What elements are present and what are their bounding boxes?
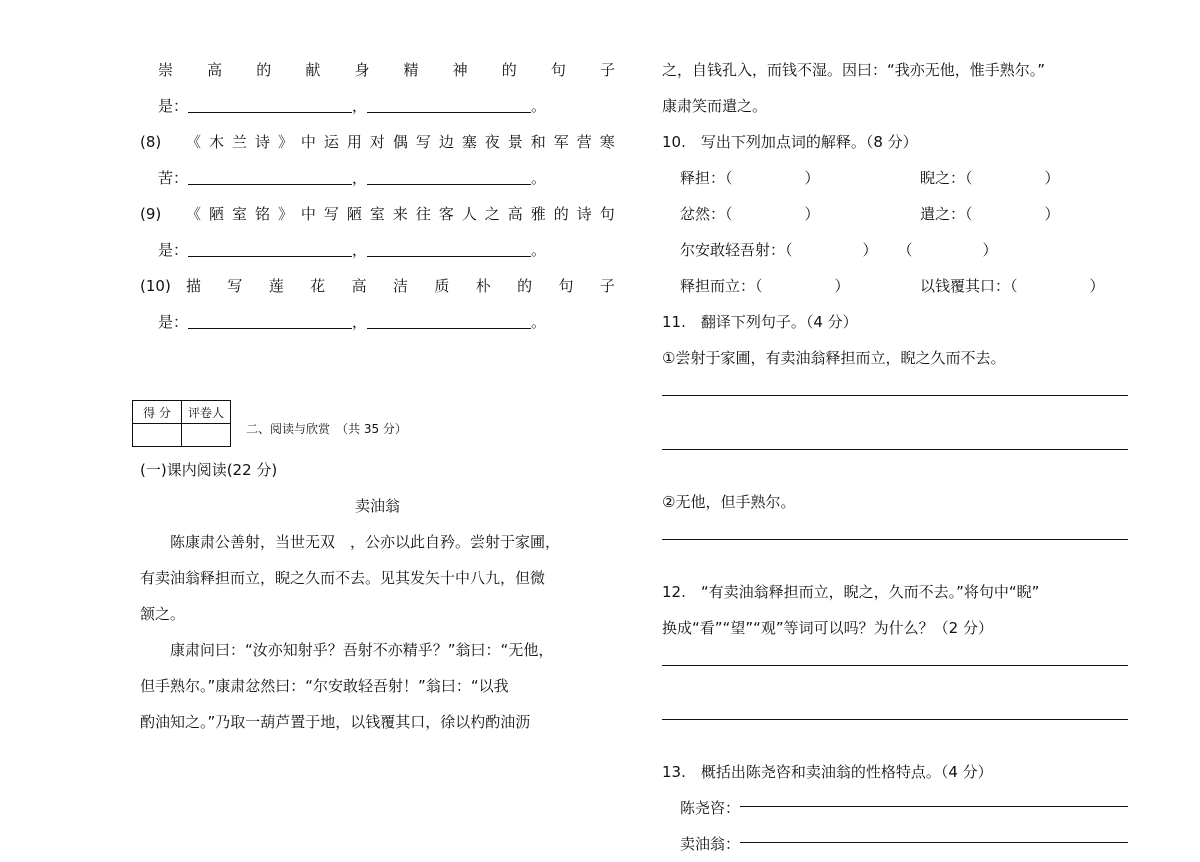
answer-rule[interactable] (662, 448, 1128, 484)
passage-title: 卖油翁 (354, 497, 400, 515)
question-char: 对 (369, 133, 385, 151)
passage-line: 有卖油翁释担而立，睨之久而不去。见其发矢十中八九，但微 (140, 569, 546, 587)
answer-blank[interactable] (188, 240, 352, 257)
question-char: 写 (323, 205, 339, 223)
question-char: 《 (186, 133, 202, 151)
q11-sentence-1: ①尝射于家圃，有卖油翁释担而立，睨之久而不去。 (662, 349, 1006, 367)
question-char: 句 (599, 205, 615, 223)
q13-answer-a: 陈尧咨： (662, 790, 1128, 826)
question-char: 寒 (599, 133, 615, 151)
question-char: 用 (346, 133, 362, 151)
answer-blank[interactable] (740, 826, 1128, 843)
question-char: 来 (392, 205, 408, 223)
score-table (132, 400, 231, 447)
reading-section (140, 452, 615, 740)
question-char: 的 (256, 61, 272, 79)
score-header: 得 分 (133, 401, 182, 424)
question-char: 》 (277, 133, 293, 151)
answer-blank[interactable] (367, 96, 531, 113)
answer-blank[interactable] (188, 312, 352, 329)
answer-rule[interactable] (662, 664, 1128, 700)
question-char: 塞 (461, 133, 477, 151)
q10-answer-line: 是： ， 。 (158, 313, 547, 331)
question-char: 木 (208, 133, 224, 151)
question-char: 营 (576, 133, 592, 151)
question-char: 子 (599, 61, 615, 79)
question-char: 室 (369, 205, 385, 223)
answer-blank[interactable] (740, 790, 1128, 807)
question-char: 的 (517, 277, 533, 295)
question-char: 莲 (268, 277, 284, 295)
answer-blank[interactable] (188, 96, 352, 113)
answer-rule[interactable] (662, 538, 1128, 574)
grader-header: 评卷人 (182, 401, 231, 424)
question-char: 人 (461, 205, 477, 223)
question-char: 客 (438, 205, 454, 223)
answer-blank[interactable] (188, 168, 352, 185)
question-11: 11. 翻译下列句子。（4 分） (662, 313, 858, 331)
question-10: 10. 写出下列加点词的解释。（8 分） (662, 133, 918, 151)
question-char: 陋 (346, 205, 362, 223)
q8-answer-line: 苦： ， 。 (158, 169, 547, 187)
q9-answer-line: 是： ， 。 (158, 241, 547, 259)
q13-answer-b: 卖油翁： (662, 826, 1128, 862)
question-char: 的 (553, 205, 569, 223)
right-column (662, 52, 1128, 862)
question-char: 崇 (158, 61, 174, 79)
question-char: 高 (351, 277, 367, 295)
question-char: 夜 (484, 133, 500, 151)
question-char: 高 (507, 205, 523, 223)
q7b-line (140, 52, 615, 88)
question-char: 军 (553, 133, 569, 151)
q8-line: (8) 《 木 兰 诗 》 中 运 用 对 偶 写 边 塞 夜 景 和 军 营 寒 (140, 124, 615, 160)
question-char: 诗 (254, 133, 270, 151)
question-13: 13. 概括出陈尧咨和卖油翁的性格特点。（4 分） (662, 763, 993, 781)
passage-line: 酌油知之。”乃取一葫芦置于地，以钱覆其口，徐以杓酌油沥 (140, 713, 531, 731)
passage-line: 颔之。 (140, 605, 186, 623)
vocab-row: 忿然：（ ） 遣之：（ ） (680, 205, 1060, 223)
question-char: 中 (300, 205, 316, 223)
question-12-line2: 换成“看”“望”“观”等词可以吗？为什么？（2 分） (662, 619, 993, 637)
question-char: 句 (558, 277, 574, 295)
question-char: 和 (530, 133, 546, 151)
passage-line: 康肃问曰：“汝亦知射乎？吾射不亦精乎？”翁曰：“无他， (170, 641, 554, 659)
question-char: 景 (507, 133, 523, 151)
q9-line: (9) 《 陋 室 铭 》 中 写 陋 室 来 往 客 人 之 高 雅 的 诗 句 (140, 196, 615, 232)
question-char: 偶 (392, 133, 408, 151)
question-char: 精 (403, 61, 419, 79)
question-char: 洁 (392, 277, 408, 295)
question-char: 花 (310, 277, 326, 295)
vocab-row: 释担而立：（ ） 以钱覆其口：（ ） (680, 277, 1105, 295)
question-char: 往 (415, 205, 431, 223)
answer-blank[interactable] (367, 240, 531, 257)
question-char: 室 (231, 205, 247, 223)
q7b-answer-line: 是： ， 。 (158, 97, 547, 115)
passage-line: 康肃笑而遣之。 (662, 97, 768, 115)
passage-line: 但手熟尔。”康肃忿然曰：“尔安敢轻吾射！”翁曰：“以我 (140, 677, 509, 695)
question-char: 铭 (254, 205, 270, 223)
question-char: 边 (438, 133, 454, 151)
q11-sentence-2: ②无他，但手熟尔。 (662, 493, 796, 511)
answer-blank[interactable] (367, 312, 531, 329)
question-char: 身 (354, 61, 370, 79)
question-char: 陋 (208, 205, 224, 223)
answer-rule[interactable] (662, 394, 1128, 430)
question-char: 描 (186, 277, 202, 295)
vocab-row: 尔安敢轻吾射：（ ） （ ） (680, 241, 998, 259)
vocab-row: 释担：（ ） 睨之：（ ） (680, 169, 1060, 187)
question-char: 诗 (576, 205, 592, 223)
question-12-line1: 12. “有卖油翁释担而立，睨之，久而不去。”将句中“睨” (662, 583, 1040, 601)
answer-blank[interactable] (367, 168, 531, 185)
passage-line: 之，自钱孔入，而钱不湿。因曰：“我亦无他，惟手熟尔。” (662, 61, 1046, 79)
question-char: 中 (300, 133, 316, 151)
question-char: 高 (207, 61, 223, 79)
question-char: 雅 (530, 205, 546, 223)
passage-line: 陈康肃公善射，当世无双 ，公亦以此自矜。尝射于家圃， (170, 533, 561, 551)
question-char: 质 (434, 277, 450, 295)
question-char: 《 (186, 205, 202, 223)
question-char: 句 (550, 61, 566, 79)
question-char: 神 (452, 61, 468, 79)
q10-line: (10) 描 写 莲 花 高 洁 质 朴 的 句 子 (140, 268, 615, 304)
question-char: 子 (599, 277, 615, 295)
subsection-heading: (一)课内阅读(22 分) (140, 461, 278, 479)
grader-cell[interactable] (182, 424, 231, 447)
question-char: 运 (323, 133, 339, 151)
section-title: 二、阅读与欣赏 （共 35 分） (246, 422, 407, 436)
question-char: 》 (277, 205, 293, 223)
left-column (140, 52, 615, 340)
question-char: 写 (227, 277, 243, 295)
question-char: 之 (484, 205, 500, 223)
question-char: 献 (305, 61, 321, 79)
question-char: 兰 (231, 133, 247, 151)
question-char: 朴 (475, 277, 491, 295)
question-char: 写 (415, 133, 431, 151)
answer-rule[interactable] (662, 718, 1128, 754)
question-char: 的 (501, 61, 517, 79)
score-cell[interactable] (133, 424, 182, 447)
